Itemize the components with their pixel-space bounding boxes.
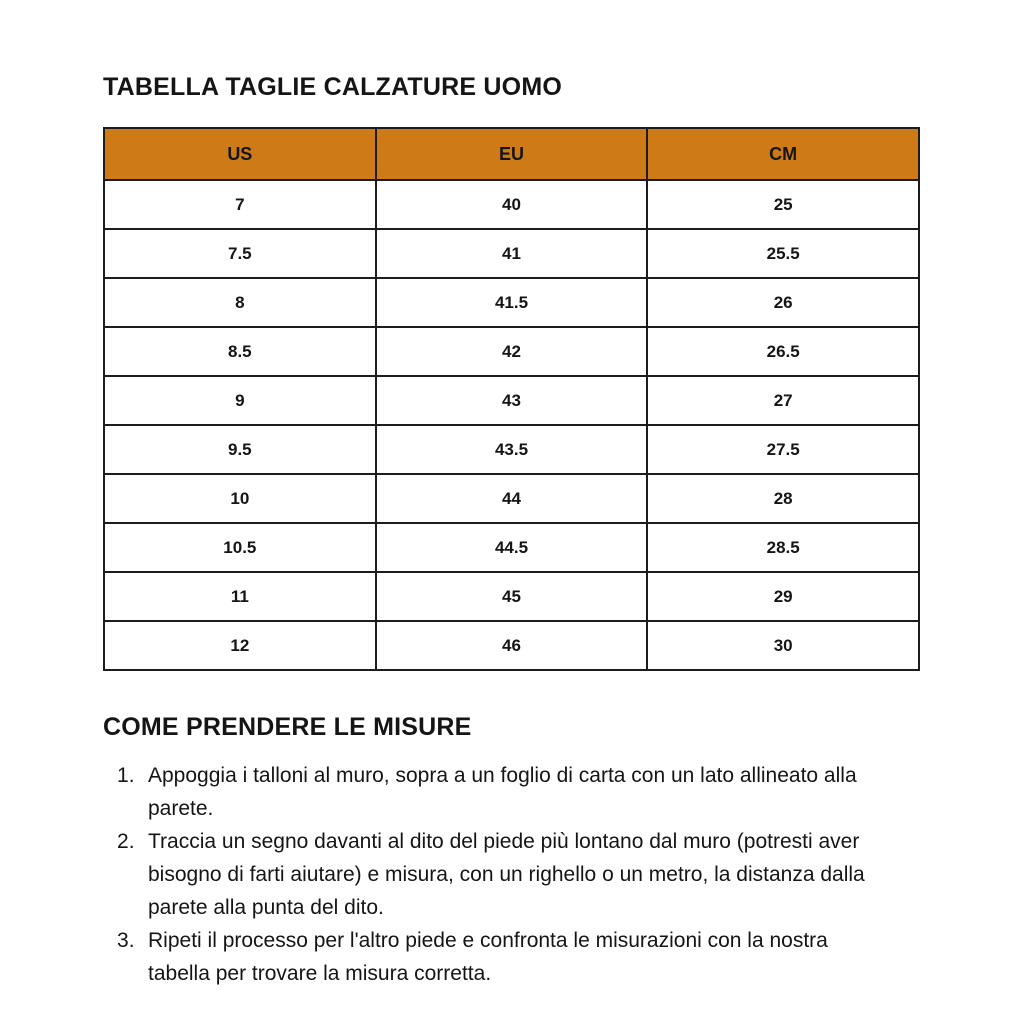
table-row <box>104 278 919 327</box>
table-row <box>104 425 919 474</box>
cell-cm: 26.5 <box>647 327 919 376</box>
cell-us: 11 <box>104 572 376 621</box>
cell-eu: 41.5 <box>376 278 648 327</box>
table-row <box>104 180 919 229</box>
instructions-title: COME PRENDERE LE MISURE <box>103 713 472 741</box>
size-table <box>103 127 920 671</box>
cell-us: 10 <box>104 474 376 523</box>
cell-eu: 43.5 <box>376 425 648 474</box>
instruction-step-3: Ripeti il processo per l'altro piede e confronta le misurazioni con la nostra tabella per trovare la misura corretta. <box>148 929 828 985</box>
cell-cm: 28 <box>647 474 919 523</box>
size-table-header-eu: EU <box>376 128 648 180</box>
instruction-step-1: Appoggia i talloni al muro, sopra a un foglio di carta con un lato allineato alla parete. <box>148 764 857 820</box>
cell-cm: 26 <box>647 278 919 327</box>
size-table-header-cm: CM <box>647 128 919 180</box>
cell-eu: 46 <box>376 621 648 670</box>
cell-cm: 25 <box>647 180 919 229</box>
instruction-step-2: Traccia un segno davanti al dito del piede più lontano dal muro (potresti aver bisogno di farti aiutare) e misura, con un righello o un metro, la distanza dalla parete alla punta del dito. <box>148 830 865 919</box>
cell-eu: 42 <box>376 327 648 376</box>
table-row <box>104 474 919 523</box>
cell-eu: 44.5 <box>376 523 648 572</box>
cell-eu: 41 <box>376 229 648 278</box>
cell-eu: 44 <box>376 474 648 523</box>
table-row <box>104 572 919 621</box>
table-row <box>104 621 919 670</box>
table-row <box>104 229 919 278</box>
size-table-body <box>104 180 919 670</box>
cell-eu: 43 <box>376 376 648 425</box>
cell-us: 7.5 <box>104 229 376 278</box>
cell-us: 12 <box>104 621 376 670</box>
cell-cm: 29 <box>647 572 919 621</box>
cell-cm: 27 <box>647 376 919 425</box>
cell-us: 8 <box>104 278 376 327</box>
table-row <box>104 523 919 572</box>
size-table-header-row <box>104 128 919 180</box>
cell-cm: 27.5 <box>647 425 919 474</box>
cell-cm: 25.5 <box>647 229 919 278</box>
cell-us: 10.5 <box>104 523 376 572</box>
cell-us: 9.5 <box>104 425 376 474</box>
cell-cm: 28.5 <box>647 523 919 572</box>
cell-us: 9 <box>104 376 376 425</box>
cell-eu: 45 <box>376 572 648 621</box>
cell-us: 7 <box>104 180 376 229</box>
size-table-title: TABELLA TAGLIE CALZATURE UOMO <box>103 73 562 101</box>
cell-eu: 40 <box>376 180 648 229</box>
table-row <box>104 327 919 376</box>
cell-cm: 30 <box>647 621 919 670</box>
size-table-header-us: US <box>104 128 376 180</box>
cell-us: 8.5 <box>104 327 376 376</box>
instructions-list <box>103 759 893 990</box>
table-row <box>104 376 919 425</box>
